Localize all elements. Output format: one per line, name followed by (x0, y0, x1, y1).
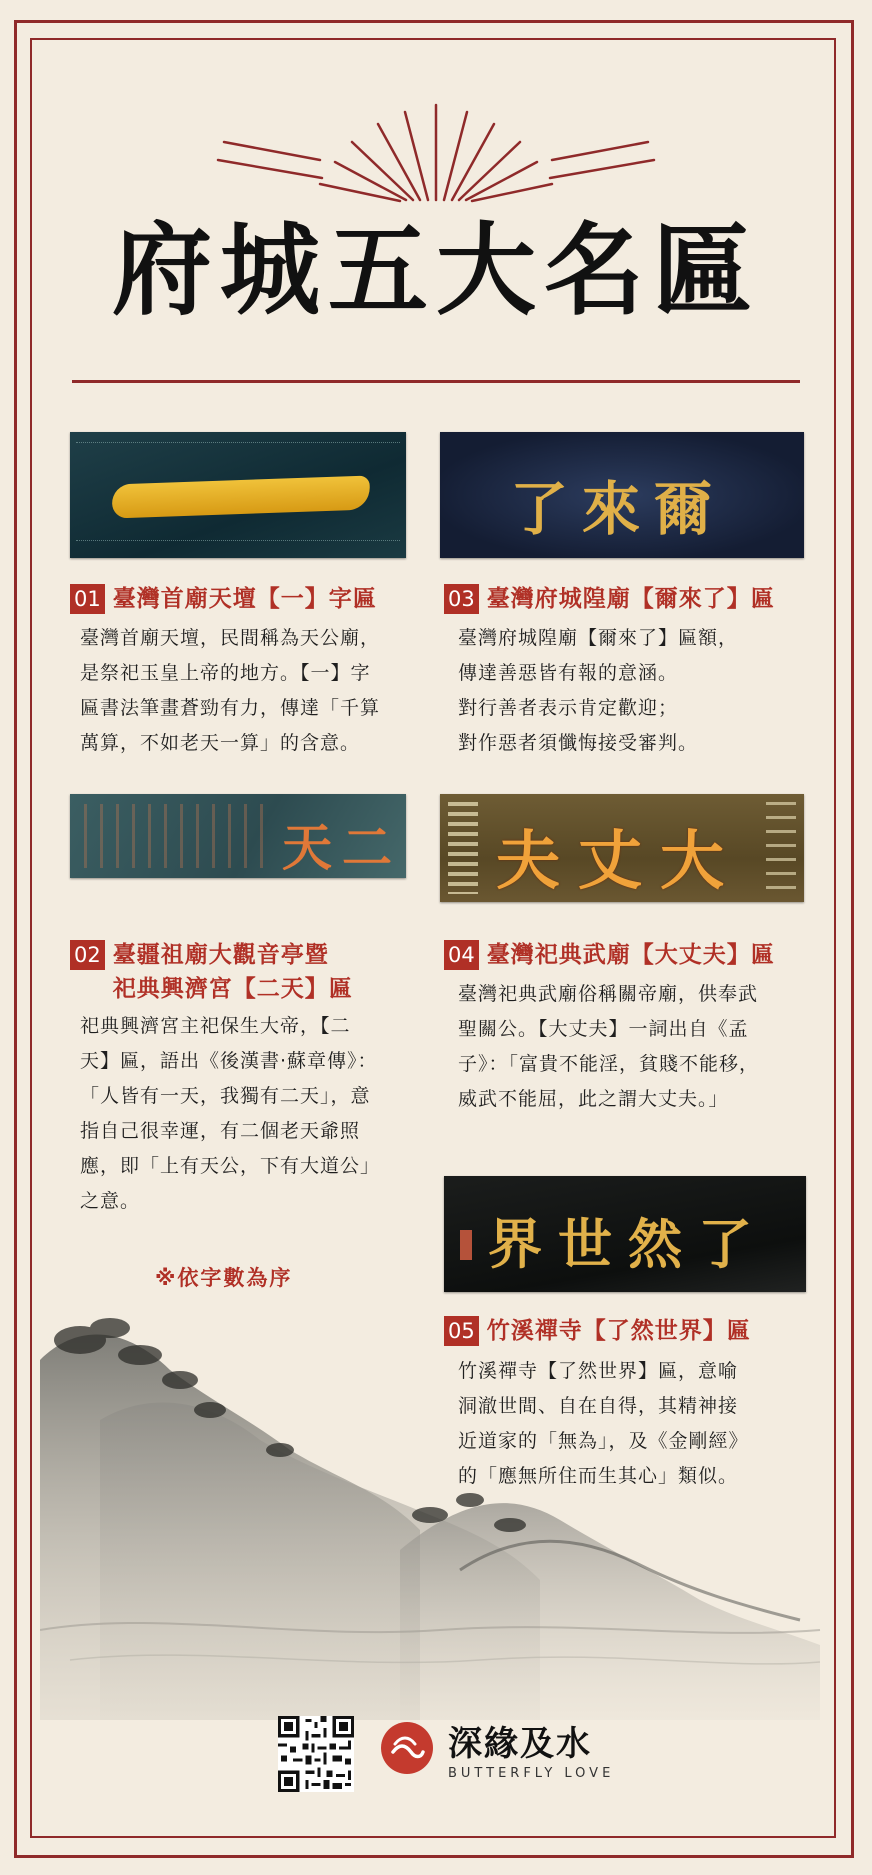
item-01-heading (70, 582, 377, 616)
plaque-04-text: 大丈夫 (496, 824, 742, 899)
desc-line: 臺灣祀典武廟俗稱關帝廟，供奉武 (458, 983, 759, 1005)
desc-line: 祀典興濟宮主祀保生大帝，【二 (80, 1015, 351, 1037)
desc-line: 萬算，不如老天一算」的含意。 (80, 732, 361, 754)
item-02-heading (70, 938, 353, 1006)
brand-logo-icon (381, 1722, 433, 1774)
brand-name-cn: 深緣及水 (448, 1724, 592, 1764)
desc-line: 的「應無所住而生其心」類似。 (458, 1465, 739, 1487)
item-04-number: 04 (444, 940, 479, 970)
plaque-image-03 (440, 432, 804, 558)
item-02-description (80, 1009, 380, 1219)
desc-line: 傳達善惡皆有報的意涵。 (458, 662, 679, 684)
desc-line: 是祭祀玉皇上帝的地方。【一】字 (80, 662, 371, 684)
desc-line: 臺灣府城隍廟【爾來了】匾額， (458, 627, 739, 649)
desc-line: 天】匾，語出《後漢書·蘇章傳》： (80, 1050, 378, 1072)
desc-line: 近道家的「無為」，及《金剛經》 (458, 1430, 749, 1452)
ink-landscape-illustration (40, 1300, 840, 1720)
desc-line: 匾書法筆畫蒼勁有力，傳達「千算 (80, 697, 381, 719)
plaque-image-04 (440, 794, 804, 902)
desc-line: 子》：「富貴不能淫，貧賤不能移， (458, 1053, 760, 1075)
item-03-description (458, 621, 738, 761)
item-01-number: 01 (70, 584, 105, 614)
item-04-description (458, 977, 759, 1117)
plaque-05-text: 了然世界 (488, 1212, 768, 1276)
plaque-03-text: 爾來了 (510, 475, 727, 543)
plaque-02-inscription (84, 804, 274, 868)
item-05-title: 竹溪禪寺【了然世界】匾 (486, 1318, 751, 1344)
plaque-01-stroke (111, 476, 370, 519)
desc-line: 臺灣首廟天壇，民間稱為天公廟， (80, 627, 381, 649)
plaque-04-inscription-right (766, 802, 796, 894)
desc-line: 之意。 (80, 1190, 141, 1212)
plaque-image-05 (444, 1176, 806, 1292)
title-divider (72, 380, 800, 383)
brand-name-en: BUTTERFLY LOVE (448, 1766, 615, 1781)
desc-line: 竹溪禪寺【了然世界】匾，意喻 (458, 1360, 739, 1382)
item-05-number: 05 (444, 1316, 479, 1346)
desc-line: 「人皆有一天，我獨有二天」，意 (80, 1085, 371, 1107)
desc-line: 對作惡者須懺悔接受審判。 (458, 732, 699, 754)
item-02-title-line-2: 祀典興濟宮【二天】匾 (112, 976, 353, 1002)
plaque-image-01 (70, 432, 406, 558)
desc-line: 洞澈世間、自在自得，其精神接 (458, 1395, 739, 1417)
page-title: 府城五大名匾 (112, 211, 760, 329)
qr-code[interactable] (278, 1716, 354, 1792)
item-02-number: 02 (70, 940, 105, 970)
plaque-02-text: 二天 (282, 818, 402, 877)
desc-line: 對行善者表示肯定歡迎； (458, 697, 679, 719)
plaque-05-seal (460, 1230, 472, 1260)
item-02-title-line-1: 臺疆祖廟大觀音亭暨 (112, 942, 329, 968)
item-04-title: 臺灣祀典武廟【大丈夫】匾 (486, 942, 775, 968)
order-note: ※依字數為序 (155, 1266, 293, 1290)
desc-line: 應，即「上有天公，下有大道公」 (80, 1155, 381, 1177)
item-01-description (80, 621, 380, 761)
item-01-title: 臺灣首廟天壇【一】字匾 (112, 586, 377, 612)
item-03-number: 03 (444, 584, 479, 614)
item-03-heading (444, 582, 775, 616)
sunburst-decoration (0, 0, 872, 240)
desc-line: 指自己很幸運，有二個老天爺照 (80, 1120, 361, 1142)
item-04-heading (444, 938, 775, 972)
plaque-image-02 (70, 794, 406, 878)
desc-line: 聖關公。【大丈夫】一詞出自《孟 (458, 1018, 749, 1040)
plaque-04-inscription-left (448, 802, 478, 894)
desc-line: 威武不能屈，此之謂大丈夫。」 (458, 1088, 729, 1110)
item-03-title: 臺灣府城隍廟【爾來了】匾 (486, 586, 775, 612)
